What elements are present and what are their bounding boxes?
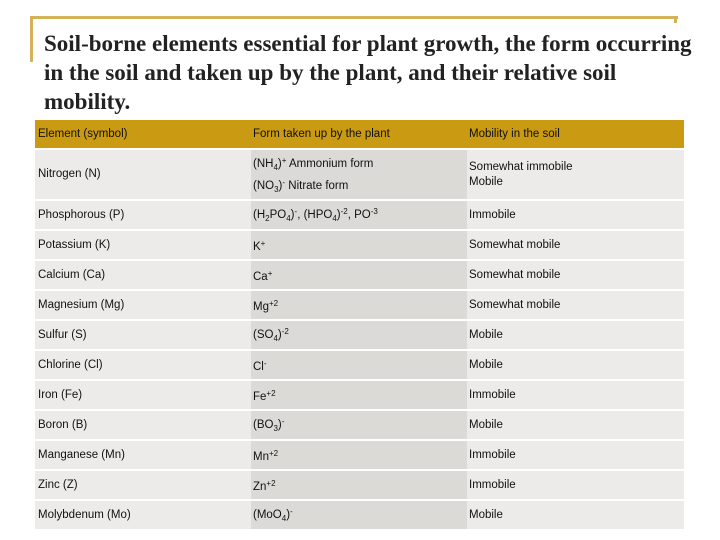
- element-cell: Magnesium (Mg): [35, 290, 251, 320]
- page-title: Soil-borne elements essential for plant growth, the form occurring in the soil and taken up by the plant, and their relative soil mobility.: [44, 31, 692, 114]
- form-line: [253, 414, 467, 436]
- element-cell: Manganese (Mn): [35, 440, 251, 470]
- mobility-line: Somewhat mobile: [469, 238, 561, 251]
- form-cell: [251, 320, 467, 350]
- subscript-text: 2: [265, 214, 270, 223]
- title-frame-right-tick: [674, 16, 677, 23]
- form-cell: [251, 260, 467, 290]
- form-cell: [251, 200, 467, 230]
- column-header-form: Form taken up by the plant: [251, 120, 467, 149]
- form-line: [253, 153, 467, 175]
- superscript-text: -3: [370, 207, 378, 216]
- superscript-text: +: [281, 155, 287, 165]
- mobility-line: Mobile: [469, 418, 503, 431]
- element-cell: Boron (B): [35, 410, 251, 440]
- element-cell: Sulfur (S): [35, 320, 251, 350]
- mobility-line: Immobile: [469, 388, 516, 401]
- form-cell: [251, 380, 467, 410]
- formula-text: Nitrate form: [285, 179, 349, 192]
- mobility-line: Somewhat mobile: [469, 298, 561, 311]
- subscript-text: 4: [273, 162, 278, 172]
- mobility-line: Mobile: [469, 508, 503, 521]
- form-cell: [251, 149, 467, 200]
- superscript-text: -: [282, 177, 286, 187]
- title-frame-top-rule: [30, 16, 678, 19]
- element-cell: Phosphorous (P): [35, 200, 251, 230]
- form-cell: [251, 410, 467, 440]
- form-line: [253, 266, 467, 285]
- superscript-text: +2: [266, 478, 276, 488]
- form-cell: [251, 440, 467, 470]
- mobility-cell: [467, 200, 684, 230]
- form-cell: [251, 290, 467, 320]
- form-cell: [251, 350, 467, 380]
- formula-text: (NO: [253, 179, 275, 192]
- mobility-line: Immobile: [469, 208, 516, 221]
- formula-text: , PO: [347, 209, 371, 221]
- subscript-text: 4: [273, 334, 278, 343]
- column-header-mobility: Mobility in the soil: [467, 120, 684, 149]
- element-cell: Molybdenum (Mo): [35, 500, 251, 530]
- table-row: [35, 320, 684, 350]
- nutrient-table: [35, 120, 684, 531]
- formula-text: Cl: [253, 360, 264, 373]
- form-cell: [251, 230, 467, 260]
- superscript-text: +2: [268, 448, 279, 458]
- table-row: [35, 500, 684, 530]
- formula-text: Mg: [253, 300, 269, 313]
- mobility-line: Mobile: [469, 358, 503, 371]
- table-row: [35, 410, 684, 440]
- mobility-cell: [467, 470, 684, 500]
- form-line: [253, 476, 467, 495]
- subscript-text: 3: [274, 184, 279, 194]
- formula-text: (SO: [253, 329, 274, 341]
- formula-text: Ca: [253, 270, 268, 283]
- formula-text: Ammonium form: [286, 157, 374, 170]
- element-cell: Nitrogen (N): [35, 149, 251, 200]
- mobility-line: Mobile: [469, 175, 503, 188]
- formula-text: ): [336, 209, 341, 221]
- element-cell: Potassium (K): [35, 230, 251, 260]
- formula-text: K: [253, 240, 261, 253]
- form-line: [253, 324, 467, 346]
- form-cell: [251, 470, 467, 500]
- form-line: [253, 446, 467, 465]
- mobility-cell: [467, 410, 684, 440]
- formula-text: (BO: [253, 419, 274, 431]
- superscript-text: +: [260, 238, 266, 248]
- form-line: [253, 356, 467, 375]
- superscript-text: -: [263, 358, 267, 368]
- superscript-text: -: [294, 207, 298, 216]
- table-row: [35, 470, 684, 500]
- table-row: [35, 200, 684, 230]
- formula-text: ): [290, 209, 295, 221]
- form-line: [253, 175, 467, 197]
- mobility-line: Somewhat immobile: [469, 160, 573, 173]
- mobility-cell: [467, 380, 684, 410]
- table-row: [35, 290, 684, 320]
- form-line: [253, 296, 467, 315]
- mobility-line: Immobile: [469, 478, 516, 491]
- table-row: [35, 440, 684, 470]
- subscript-text: 4: [286, 214, 291, 223]
- table-row: [35, 149, 684, 200]
- formula-text: (MoO: [253, 509, 282, 521]
- form-line: [253, 236, 467, 255]
- formula-text: Fe: [253, 390, 267, 403]
- mobility-cell: [467, 350, 684, 380]
- mobility-cell: [467, 290, 684, 320]
- superscript-text: -2: [340, 207, 348, 216]
- superscript-text: +: [267, 268, 273, 278]
- formula-text: ): [277, 329, 282, 341]
- formula-text: (H: [253, 209, 266, 221]
- formula-text: Zn: [253, 480, 267, 493]
- superscript-text: +2: [266, 388, 276, 398]
- formula-text: , (HPO: [297, 209, 333, 221]
- element-cell: Calcium (Ca): [35, 260, 251, 290]
- formula-text: PO: [269, 209, 287, 221]
- formula-text: ): [278, 179, 283, 192]
- formula-text: (NH: [253, 157, 274, 170]
- table-row: [35, 260, 684, 290]
- mobility-cell: [467, 230, 684, 260]
- form-line: [253, 386, 467, 405]
- table-row: [35, 350, 684, 380]
- element-cell: Zinc (Z): [35, 470, 251, 500]
- table-row: [35, 380, 684, 410]
- subscript-text: 4: [332, 214, 337, 223]
- subscript-text: 4: [281, 514, 287, 523]
- formula-text: ): [277, 419, 282, 431]
- table-row: [35, 230, 684, 260]
- formula-text: ): [277, 157, 282, 170]
- formula-text: ): [286, 509, 291, 521]
- mobility-cell: [467, 260, 684, 290]
- mobility-cell: [467, 149, 684, 200]
- mobility-cell: [467, 440, 684, 470]
- subscript-text: 3: [273, 424, 278, 433]
- form-line: [253, 204, 467, 226]
- mobility-line: Immobile: [469, 448, 516, 461]
- column-header-element: Element (symbol): [35, 120, 251, 149]
- table-header-row: [35, 120, 684, 149]
- mobility-line: Somewhat mobile: [469, 268, 561, 281]
- form-cell: [251, 500, 467, 530]
- superscript-text: -2: [281, 327, 289, 336]
- superscript-text: -: [290, 507, 293, 516]
- superscript-text: +2: [268, 298, 279, 308]
- form-line: [253, 504, 467, 526]
- element-cell: Iron (Fe): [35, 380, 251, 410]
- formula-text: Mn: [253, 450, 269, 463]
- element-cell: Chlorine (Cl): [35, 350, 251, 380]
- superscript-text: -: [281, 417, 285, 426]
- title-frame-left-rule: [30, 16, 33, 62]
- mobility-cell: [467, 320, 684, 350]
- mobility-cell: [467, 500, 684, 530]
- table-body: [35, 149, 684, 530]
- mobility-line: Mobile: [469, 328, 503, 341]
